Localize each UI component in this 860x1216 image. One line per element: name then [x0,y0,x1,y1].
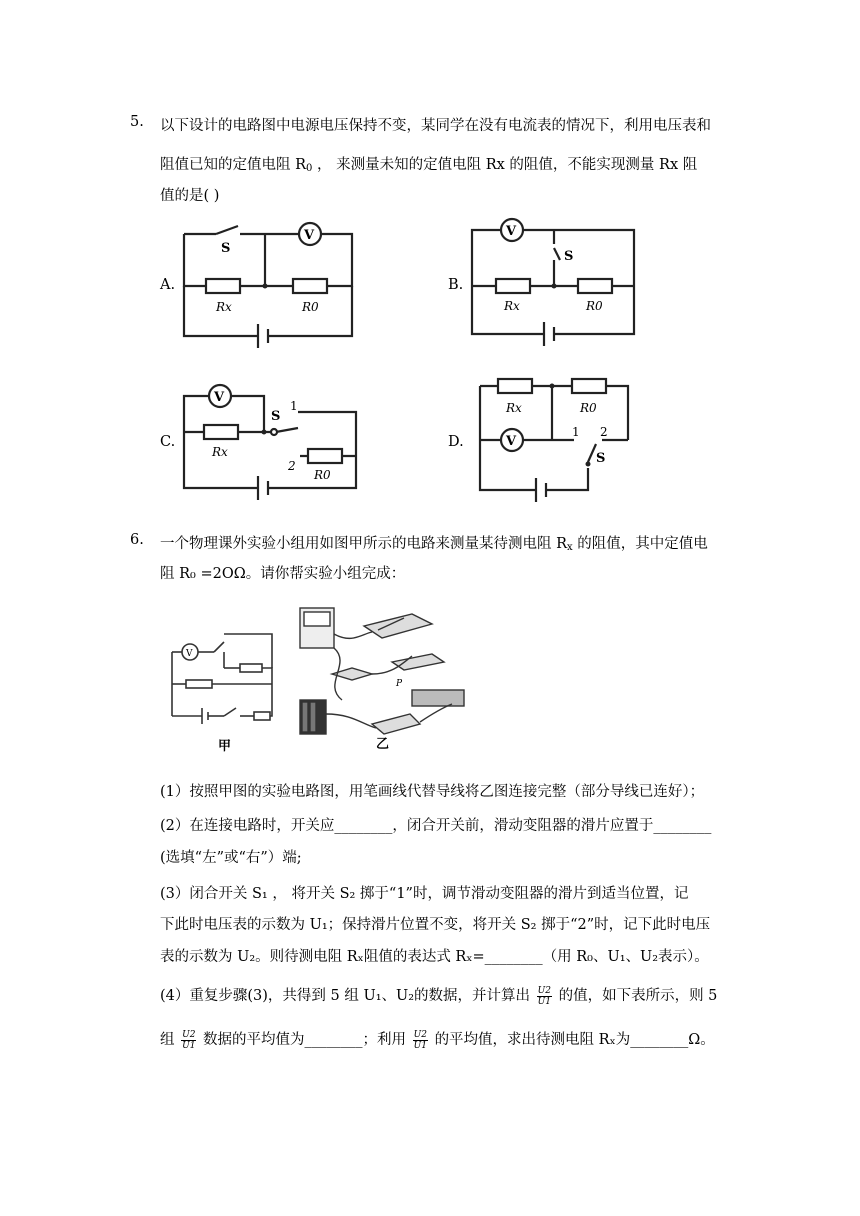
circuit-d-v: V [506,434,517,449]
figure-jia-diagram [162,624,282,756]
circuit-b-s: S [564,249,574,264]
q6-step4-d-text: 数据的平均值为________；利用 [203,1032,407,1048]
option-a-label: A. [160,277,176,293]
q6-step2-a: (2）在连接电路时，开关应________，闭合开关前，滑动变阻器的滑片应置于________ [160,818,712,834]
circuit-a-v: V [304,228,315,243]
option-d-label: D. [448,434,464,450]
q5-line2-a: 阻值已知的定值电阻 R [160,157,307,173]
circuit-a-rx: Rx [216,300,232,314]
frac-num-c: U2 [413,1029,427,1040]
q6-line1-sub: x [567,542,573,553]
circuit-d-r0: R0 [580,401,597,415]
q5-line2 [160,153,697,174]
frac-num: U2 [537,985,551,996]
circuit-a-s: S [221,241,231,256]
q5-line1: 以下设计的电路图中电源电压保持不变，某同学在没有电流表的情况下，利用电压表和 [160,118,711,134]
circuit-a-diagram [176,214,360,360]
circuit-b-diagram [464,214,648,360]
q6-step3-a: (3）闭合开关 S₁ ， 将开关 S₂ 掷于“1”时，调节滑动变阻器的滑片到适当位置，记 [160,886,689,902]
figure-jia-label: 甲 [218,739,232,754]
option-b-label: B. [448,277,464,293]
q6-number: 6. [130,532,144,548]
frac-den-b: U1 [182,1040,196,1051]
circuit-c-2: 2 [288,459,296,473]
option-c-label: C. [160,434,176,450]
jia-v: V [186,649,193,659]
circuit-b-rx: Rx [504,299,520,313]
circuit-c-v: V [214,390,225,405]
circuit-b-v: V [506,224,517,239]
circuit-d-rx: Rx [506,401,522,415]
frac-den-c: U1 [413,1040,427,1051]
q5-line3: 值的是( ) [160,188,220,204]
q5-number: 5. [130,114,144,130]
fraction-u2-u1-c [413,1030,428,1051]
circuit-d-s: S [596,451,606,466]
q6-step4-a [160,984,717,1007]
q6-step3-b: 下此时电压表的示数为 U₁；保持滑片位置不变，将开关 S₂ 掷于“2”时，记下此时电压 [160,917,711,933]
q6-step2-b: (选填“左”或“右”）端; [160,850,302,866]
q6-line1-b: 的阻值，其中定值电 [572,536,708,552]
q6-step1: (1）按照甲图的实验电路图，用笔画线代替导线将乙图连接完整（部分导线已连好）； [160,784,705,800]
frac-num-b: U2 [182,1029,196,1040]
circuit-b-r0: R0 [586,299,603,313]
frac-den: U1 [537,996,551,1007]
q6-step4-c [160,1028,715,1051]
circuit-d-diagram [464,372,644,508]
q6-line2: 阻 R₀ =2OΩ。请你帮实验小组完成： [160,566,406,582]
q6-step4-a-text: (4）重复步骤(3)，共得到 5 组 U₁、U₂的数据，并计算出 [160,988,531,1004]
circuit-c-s: S [271,409,281,424]
q5-line2-b: ， 来测量未知的定值电阻 Rx 的阻值，不能实现测量 Rx 阻 [312,157,698,173]
q6-line1-a: 一个物理课外实验小组用如图甲所示的电路来测量某待测电阻 R [160,536,568,552]
q6-step3-c: 表的示数为 U₂。则待测电阻 Rₓ阻值的表达式 Rₓ=________（用 R₀、U₁、U₂表示）。 [160,949,709,965]
circuit-a-r0: R0 [302,300,319,314]
circuit-d-2: 2 [600,425,608,439]
circuit-d-1: 1 [572,425,580,439]
circuit-c-1: 1 [290,399,298,413]
circuit-c-diagram [176,372,360,508]
fraction-u2-u1-b [181,1030,196,1051]
figure-yi-label: 乙 [376,737,390,752]
q5-line2-sub: 0 [306,163,313,174]
circuit-c-rx: Rx [212,445,228,459]
circuit-c-r0: R0 [314,468,331,482]
q6-step4-b-text: 的值，如下表所示，则 5 [558,988,718,1004]
q6-line1 [160,532,708,553]
figure-yi-diagram [292,604,472,756]
yi-p: P [396,679,403,689]
fraction-u2-u1 [537,986,552,1007]
q6-step4-e-text: 的平均值，求出待测电阻 Rₓ为________Ω。 [434,1032,715,1048]
q6-step4-c-text: 组 [160,1032,175,1048]
